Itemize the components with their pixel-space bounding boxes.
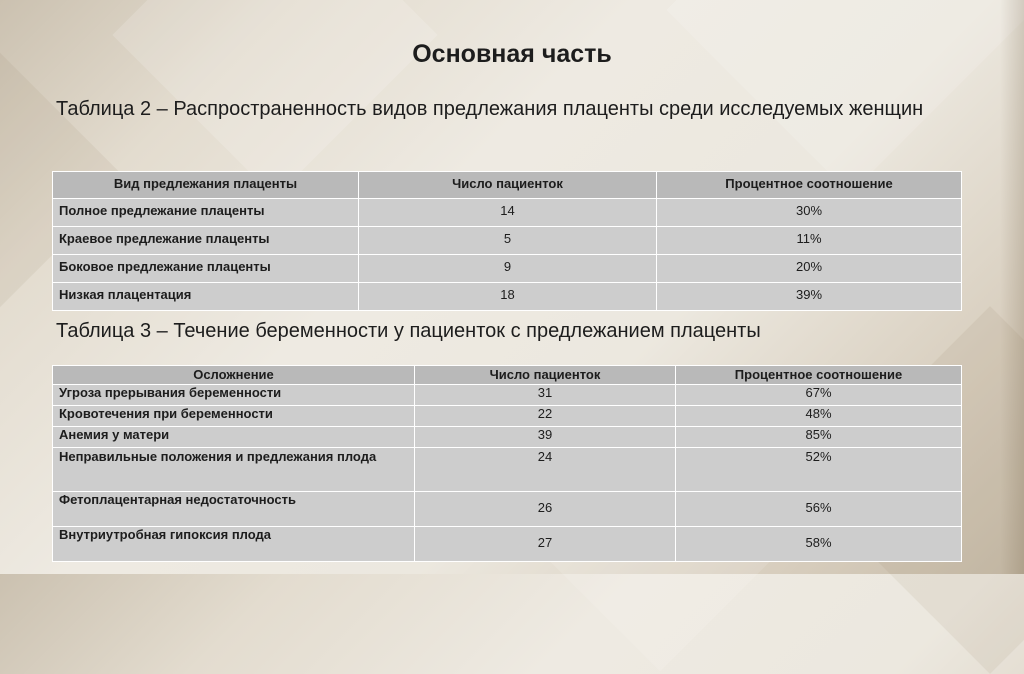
table-row [53,527,962,562]
row-label: Кровотечения при беременности [53,406,415,427]
row-percent: 56% [676,492,962,527]
row-percent: 20% [657,255,962,283]
row-label: Низкая плацентация [53,283,359,311]
row-label: Краевое предлежание плаценты [53,227,359,255]
table-header-row [53,172,962,199]
row-label: Внутриутробная гипоксия плода [53,527,415,562]
row-label: Полное предлежание плаценты [53,199,359,227]
table-header-row [53,366,962,385]
row-count: 5 [359,227,657,255]
table3-caption: Таблица 3 – Течение беременности у пациенток с предлежанием плаценты [56,320,761,342]
table-row [53,385,962,406]
row-label: Анемия у матери [53,427,415,448]
row-count: 14 [359,199,657,227]
row-count: 18 [359,283,657,311]
table-row [53,406,962,427]
pregnancy-complications-table [52,365,962,562]
column-header-complication: Осложнение [53,366,415,385]
table-row [53,227,962,255]
table-row [53,283,962,311]
row-count: 31 [415,385,676,406]
table-row [53,427,962,448]
row-percent: 58% [676,527,962,562]
row-label: Угроза прерывания беременности [53,385,415,406]
table-row [53,448,962,492]
row-count: 24 [415,448,676,492]
row-label: Неправильные положения и предлежания плода [53,448,415,492]
row-count: 22 [415,406,676,427]
row-label: Фетоплацентарная недостаточность [53,492,415,527]
row-percent: 30% [657,199,962,227]
slide-edge-shadow [1000,0,1024,574]
row-count: 9 [359,255,657,283]
table2-caption: Таблица 2 – Распространенность видов предлежания плаценты среди исследуемых женщин [56,98,924,120]
slide-title: Основная часть [412,40,612,68]
row-percent: 85% [676,427,962,448]
column-header-count: Число пациенток [415,366,676,385]
row-count: 39 [415,427,676,448]
column-header-count: Число пациенток [359,172,657,199]
placenta-previa-types-table [52,171,962,311]
row-label: Боковое предлежание плаценты [53,255,359,283]
column-header-type: Вид предлежания плаценты [53,172,359,199]
table-row [53,199,962,227]
table-row [53,255,962,283]
row-percent: 48% [676,406,962,427]
row-percent: 52% [676,448,962,492]
row-percent: 67% [676,385,962,406]
row-count: 26 [415,492,676,527]
column-header-percent: Процентное соотношение [676,366,962,385]
row-percent: 11% [657,227,962,255]
column-header-percent: Процентное соотношение [657,172,962,199]
row-percent: 39% [657,283,962,311]
table-row [53,492,962,527]
row-count: 27 [415,527,676,562]
